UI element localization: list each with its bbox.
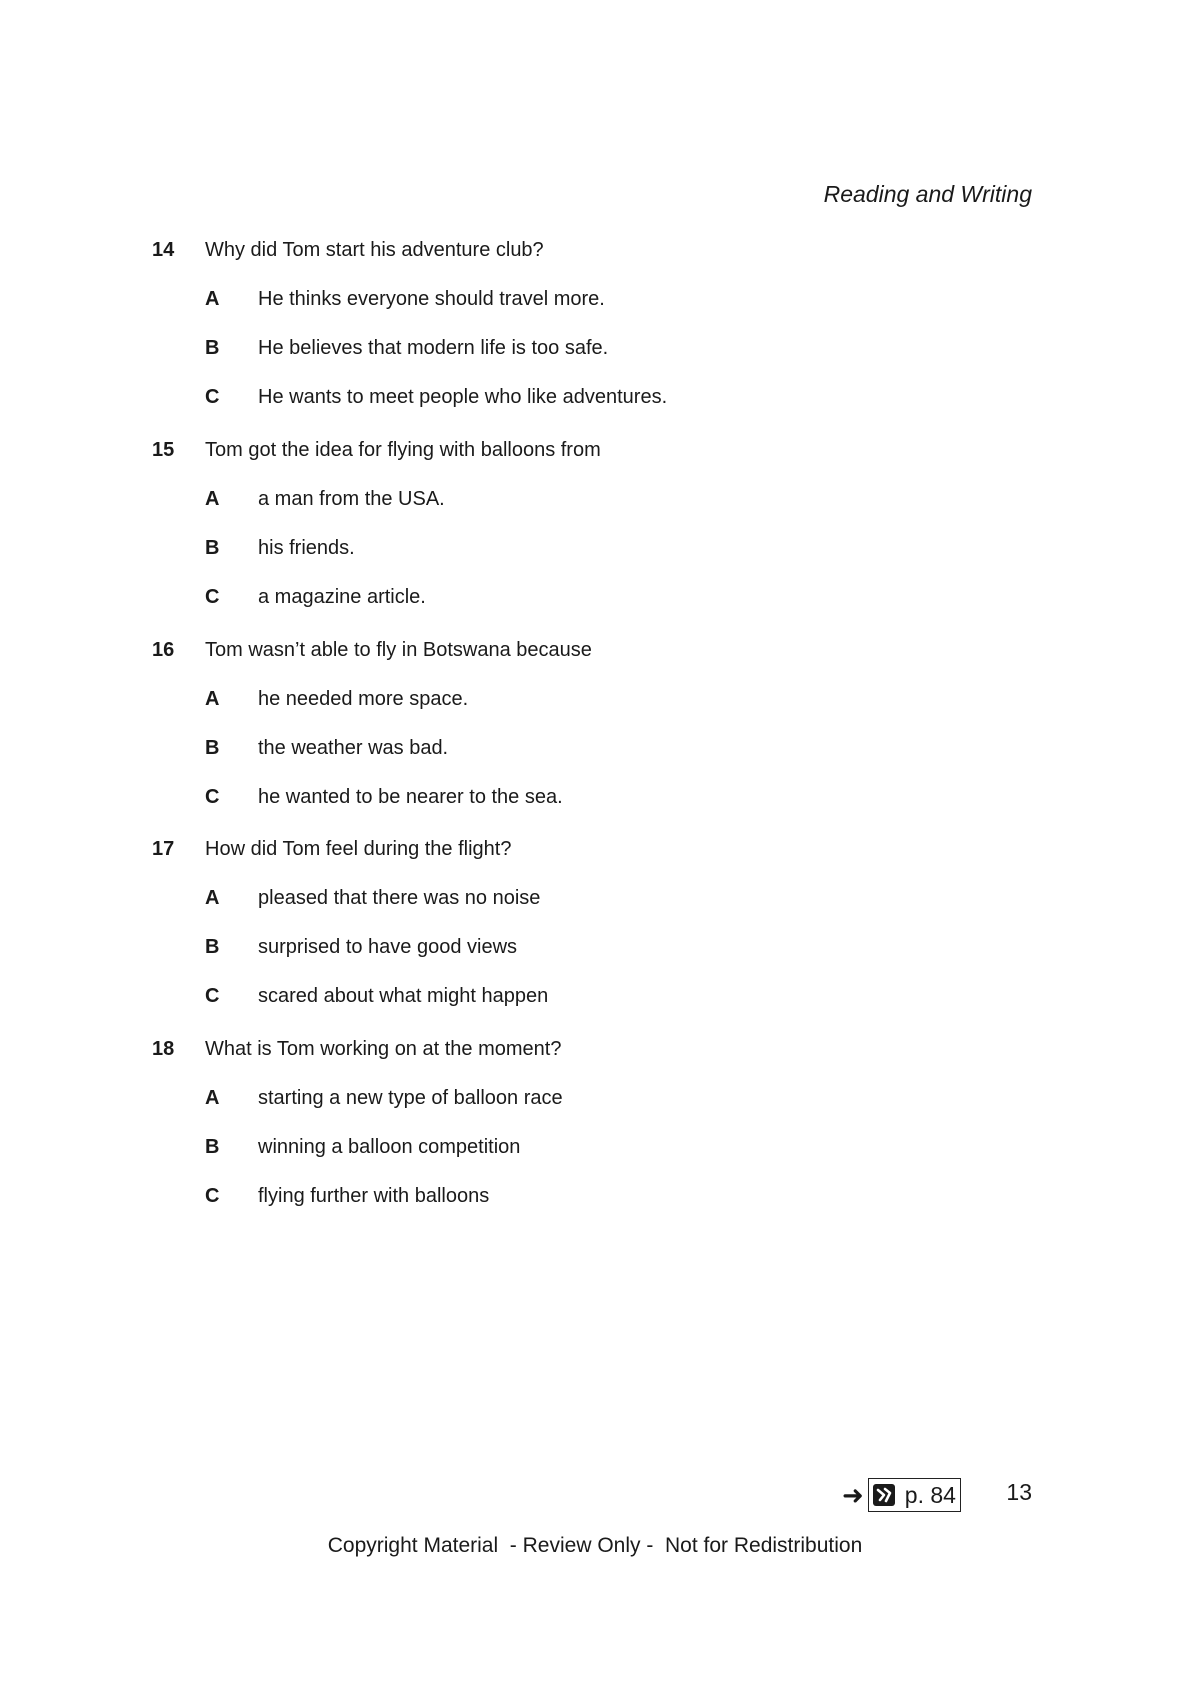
- option-letter: B: [205, 936, 220, 958]
- question-17: [152, 835, 1032, 1010]
- option-text: he needed more space.: [258, 688, 469, 710]
- question-text: Why did Tom start his adventure club?: [205, 239, 544, 261]
- option-text: his friends.: [258, 537, 355, 559]
- option-b[interactable]: [205, 534, 1032, 562]
- option-b[interactable]: [205, 734, 1032, 762]
- question-16: [152, 636, 1032, 811]
- option-b[interactable]: [205, 334, 1032, 362]
- question-stem: [152, 1035, 1032, 1063]
- question-stem: [152, 236, 1032, 264]
- option-text: scared about what might happen: [258, 985, 549, 1007]
- option-b[interactable]: [205, 933, 1032, 961]
- option-a[interactable]: [205, 285, 1032, 313]
- option-letter: C: [205, 386, 220, 408]
- option-text: a magazine article.: [258, 586, 426, 608]
- question-text: Tom got the idea for flying with balloons from: [205, 439, 601, 461]
- option-letter: B: [205, 1136, 220, 1158]
- option-text: He wants to meet people who like adventures.: [258, 386, 668, 408]
- option-text: pleased that there was no noise: [258, 887, 541, 909]
- option-letter: A: [205, 1087, 220, 1109]
- option-text: winning a balloon competition: [258, 1136, 521, 1158]
- option-letter: A: [205, 288, 220, 310]
- question-number: 14: [152, 239, 175, 261]
- option-text: the weather was bad.: [258, 737, 449, 759]
- option-a[interactable]: [205, 685, 1032, 713]
- question-stem: [152, 835, 1032, 863]
- option-text: starting a new type of balloon race: [258, 1087, 563, 1109]
- option-text: He believes that modern life is too safe.: [258, 337, 609, 359]
- reference-box[interactable]: [868, 1478, 961, 1512]
- option-letter: A: [205, 488, 220, 510]
- question-stem: [152, 436, 1032, 464]
- arrow-right-icon: ➜: [842, 1480, 864, 1510]
- option-text: surprised to have good views: [258, 936, 518, 958]
- option-c[interactable]: [205, 1182, 1032, 1210]
- question-15: [152, 436, 1032, 611]
- option-text: he wanted to be nearer to the sea.: [258, 786, 563, 808]
- option-letter: A: [205, 688, 220, 710]
- option-a[interactable]: [205, 485, 1032, 513]
- option-a[interactable]: [205, 1084, 1032, 1112]
- option-letter: A: [205, 887, 220, 909]
- option-letter: C: [205, 786, 220, 808]
- question-number: 18: [152, 1038, 175, 1060]
- section-title: Reading and Writing: [823, 181, 1032, 207]
- question-text: How did Tom feel during the flight?: [205, 838, 512, 860]
- question-text: Tom wasn’t able to fly in Botswana because: [205, 639, 592, 661]
- option-letter: C: [205, 1185, 220, 1207]
- question-number: 17: [152, 838, 175, 860]
- option-letter: B: [205, 537, 220, 559]
- option-c[interactable]: [205, 783, 1032, 811]
- question-number: 15: [152, 439, 175, 461]
- option-letter: B: [205, 737, 220, 759]
- option-letter: C: [205, 586, 220, 608]
- page-number: 13: [1006, 1479, 1032, 1505]
- question-14: [152, 236, 1032, 411]
- option-letter: C: [205, 985, 220, 1007]
- answer-key-reference[interactable]: [842, 1478, 961, 1512]
- answer-key-icon: [873, 1484, 895, 1506]
- option-a[interactable]: [205, 884, 1032, 912]
- question-18: [152, 1035, 1032, 1210]
- copyright-notice: Copyright Material - Review Only - Not for Redistribution: [327, 1534, 863, 1557]
- question-text: What is Tom working on at the moment?: [205, 1038, 562, 1060]
- question-number: 16: [152, 639, 175, 661]
- option-c[interactable]: [205, 583, 1032, 611]
- option-text: flying further with balloons: [258, 1185, 490, 1207]
- reference-page-text: p. 84: [904, 1482, 956, 1508]
- option-letter: B: [205, 337, 220, 359]
- option-c[interactable]: [205, 383, 1032, 411]
- question-stem: [152, 636, 1032, 664]
- option-text: He thinks everyone should travel more.: [258, 288, 605, 310]
- option-text: a man from the USA.: [258, 488, 445, 510]
- option-c[interactable]: [205, 982, 1032, 1010]
- option-b[interactable]: [205, 1133, 1032, 1161]
